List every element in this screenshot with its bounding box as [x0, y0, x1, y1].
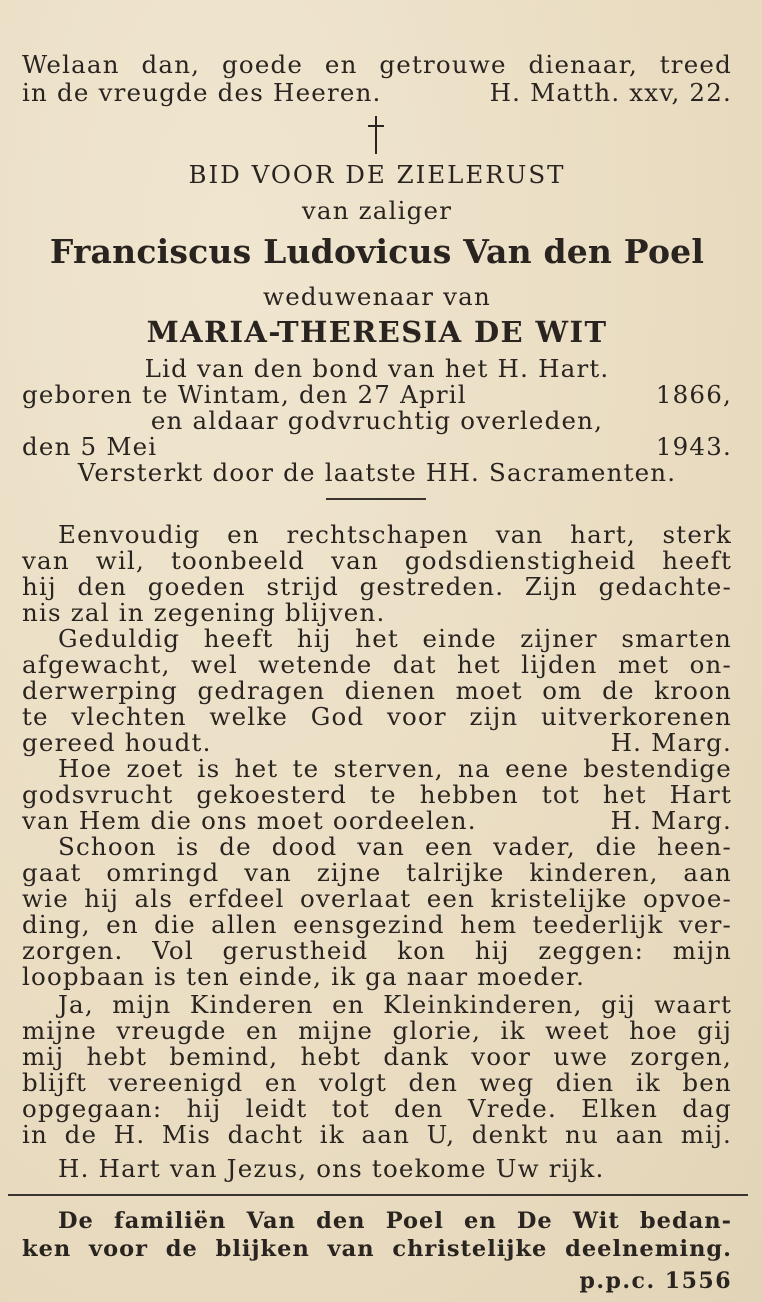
spouse-name: MARIA-THERESIA DE WIT — [146, 315, 608, 349]
p1-line: hij den goeden strijd gestreden. Zijn gedachte- — [22, 572, 732, 601]
van-zaliger: van zaliger — [301, 196, 453, 225]
p3-last-line — [22, 808, 732, 834]
prayer-heading: BID VOOR DE ZIELERUST — [188, 160, 566, 189]
p5-line: mijne vreugde en mijne glorie, ik weet hoe gij — [22, 1016, 732, 1045]
p4-line: zorgen. Vol gerustheid kon hij zeggen: mijn — [22, 936, 732, 965]
death-date: den 5 Mei — [22, 432, 158, 461]
p4-line: gaat omringd van zijne talrijke kinderen, aan — [22, 858, 732, 887]
widower-label: weduwenaar van — [263, 282, 491, 311]
divider-long — [8, 1194, 748, 1196]
birth-line — [22, 382, 732, 408]
p2-reference: H. Marg. — [610, 728, 732, 757]
thanks-line-1: De familiën Van den Poel en De Wit bedan- — [58, 1208, 732, 1234]
p2-line: te vlechten welke God voor zijn uitverkorenen — [22, 702, 732, 731]
p5-line: opgegaan: hij leidt tot den Vrede. Elken dag — [22, 1094, 732, 1123]
p5-line: blijft vereenigd en volgt den weg dien ik ben — [22, 1068, 732, 1097]
p2-line: afgewacht, wel wetende dat het lijden met on- — [22, 650, 732, 679]
thanks-line-2: ken voor de blijken van christelijke deelneming. — [22, 1236, 732, 1262]
p1-line: van wil, toonbeeld van godsdienstigheid heeft — [22, 546, 732, 575]
quote-text: in de vreugde des Heeren. — [22, 78, 382, 107]
quote-line-2 — [22, 80, 732, 106]
closing-prayer: H. Hart van Jezus, ons toekome Uw rijk. — [58, 1154, 605, 1183]
deceased-name: Franciscus Ludovicus Van den Poel — [49, 232, 705, 271]
p1-line: nis zal in zegening blijven. — [22, 598, 386, 627]
p2-last-line — [22, 730, 732, 756]
birth-year: 1866, — [655, 380, 732, 409]
p1-line: Eenvoudig en rechtschapen van hart, sterk — [58, 520, 732, 549]
printer-number: p.p.c. 1556 — [579, 1268, 732, 1294]
sacraments: Versterkt door de laatste HH. Sacramenten. — [77, 458, 677, 487]
divider-short — [326, 498, 426, 500]
p5-line: in de H. Mis dacht ik aan U, denkt nu aan mij. — [22, 1120, 732, 1149]
birth-text: geboren te Wintam, den 27 April — [22, 380, 467, 409]
p4-line: wie hij als erfdeel overlaat een kristelijke opvoe- — [22, 884, 732, 913]
p4-line: ding, en die allen eensgezind hem teederlijk ver- — [22, 910, 732, 939]
p4-line: Schoon is de dood van een vader, die heen- — [58, 832, 732, 861]
p3-line: Hoe zoet is het te sterven, na eene bestendige — [58, 754, 732, 783]
p2-line: derwerping gedragen dienen moet om de kroon — [22, 676, 732, 705]
p4-line: loopbaan is ten einde, ik ga naar moeder. — [22, 962, 586, 991]
p2-line: Geduldig heeft hij het einde zijner smarten — [58, 624, 732, 653]
death-year: 1943. — [655, 432, 732, 461]
death-line: en aldaar godvruchtig overleden, — [150, 406, 604, 435]
death-date-line — [22, 434, 732, 460]
p2-last-text: gereed houdt. — [22, 728, 212, 757]
quote-reference: H. Matth. xxv, 22. — [489, 78, 732, 107]
p5-line: Ja, mijn Kinderen en Kleinkinderen, gij waart — [58, 990, 732, 1019]
p3-last-text: van Hem die ons moet oordeelen. — [22, 806, 477, 835]
p5-line: mij hebt bemind, hebt dank voor uwe zorgen, — [22, 1042, 732, 1071]
cross-icon — [366, 116, 386, 156]
quote-line-1: Welaan dan, goede en getrouwe dienaar, treed — [22, 50, 732, 79]
p3-reference: H. Marg. — [610, 806, 732, 835]
membership: Lid van den bond van het H. Hart. — [144, 354, 610, 383]
p3-line: godsvrucht gekoesterd te hebben tot het Hart — [22, 780, 732, 809]
